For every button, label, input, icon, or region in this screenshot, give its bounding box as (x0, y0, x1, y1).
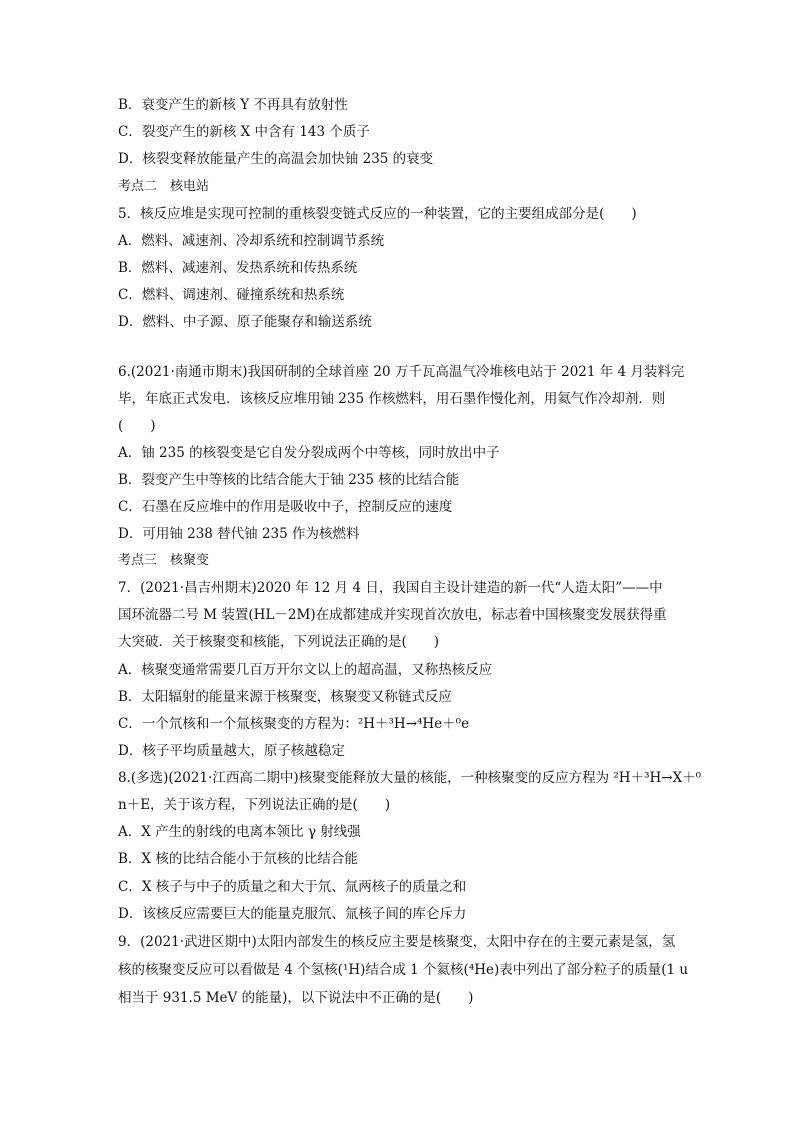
question-9-line-3: 相当于 931.5 MeV 的能量)，以下说法中不正确的是( ) (118, 990, 474, 1006)
section-heading-3: 考点三 核聚变 (118, 553, 210, 568)
option-d-q4: D．核裂变释放能量产生的高温会加快铀 235 的衰变 (118, 151, 434, 167)
question-7-line-3: 大突破．关于核聚变和核能，下列说法正确的是( ) (118, 634, 440, 650)
question-6-line-3: ( ) (118, 418, 156, 434)
option-b-q6: B．裂变产生中等核的比结合能大于铀 235 核的比结合能 (118, 472, 460, 488)
option-c-q8: C．X 核子与中子的质量之和大于氘、氚两核子的质量之和 (118, 879, 467, 895)
question-6-line-2: 毕，年底正式发电．该核反应堆用铀 235 作核燃料，用石墨作慢化剂，用氦气作冷却剂．则 (118, 391, 666, 407)
question-8-line-1: 8.(多选)(2021·江西高二期中)核聚变能释放大量的核能，一种核聚变的反应方程为 ²H＋³H→X＋⁰ (118, 770, 702, 786)
option-b-q4: B．衰变产生的新核 Y 不再具有放射性 (118, 97, 348, 113)
question-7-line-1: 7．(2021·昌吉州期末)2020 年 12 月 4 日，我国自主设计建造的新一代“人造太阳”——中 (118, 580, 663, 596)
option-b-q8: B．X 核的比结合能小于氘核的比结合能 (118, 851, 358, 867)
question-7-line-2: 国环流器二号 M 装置(HL－2M)在成都建成并实现首次放电，标志着中国核聚变发展获得重 (118, 607, 667, 623)
option-d-q6: D．可用铀 238 替代铀 235 作为核燃料 (118, 526, 360, 542)
question-5: 5．核反应堆是实现可控制的重核裂变链式反应的一种装置，它的主要组成部分是( ) (118, 206, 637, 222)
option-a-q5: A．燃料、减速剂、冷却系统和控制调节系统 (118, 233, 385, 249)
option-c-q7: C．一个氘核和一个氚核聚变的方程为：²H＋³H→⁴He＋⁰e (118, 716, 470, 732)
option-c-q5: C．燃料、调速剂、碰撞系统和热系统 (118, 287, 345, 303)
option-d-q5: D．燃料、中子源、原子能聚存和输送系统 (118, 314, 372, 330)
question-9-line-1: 9．(2021·武进区期中)太阳内部发生的核反应主要是核聚变，太阳中存在的主要元素是氢，氢 (118, 934, 676, 950)
option-a-q7: A．核聚变通常需要几百万开尔文以上的超高温，又称热核反应 (118, 662, 493, 678)
option-d-q8: D．该核反应需要巨大的能量克服氘、氚核子间的库仑斥力 (118, 906, 467, 922)
question-8-line-2: n＋E，关于该方程，下列说法正确的是( ) (118, 797, 391, 813)
question-9-line-2: 核的核聚变反应可以看做是 4 个氢核(¹H)结合成 1 个氦核(⁴He)表中列出了部分粒子的质量(1 u (118, 962, 689, 978)
option-d-q7: D．核子平均质量越大，原子核越稳定 (118, 743, 345, 759)
option-a-q8: A．X 产生的射线的电离本领比 γ 射线强 (118, 824, 361, 840)
option-c-q6: C．石墨在反应堆中的作用是吸收中子，控制反应的速度 (118, 499, 453, 515)
option-b-q5: B．燃料、减速剂、发热系统和传热系统 (118, 260, 358, 276)
option-c-q4: C．裂变产生的新核 X 中含有 143 个质子 (118, 124, 370, 140)
section-heading-2: 考点二 核电站 (118, 179, 210, 194)
option-b-q7: B．太阳辐射的能量来源于核聚变，核聚变又称链式反应 (118, 689, 452, 705)
question-6-line-1: 6.(2021·南通市期末)我国研制的全球首座 20 万千瓦高温气冷堆核电站于 2021 年 4 月装料完 (118, 364, 685, 380)
option-a-q6: A．铀 235 的核裂变是它自发分裂成两个中等核，同时放出中子 (118, 445, 500, 461)
